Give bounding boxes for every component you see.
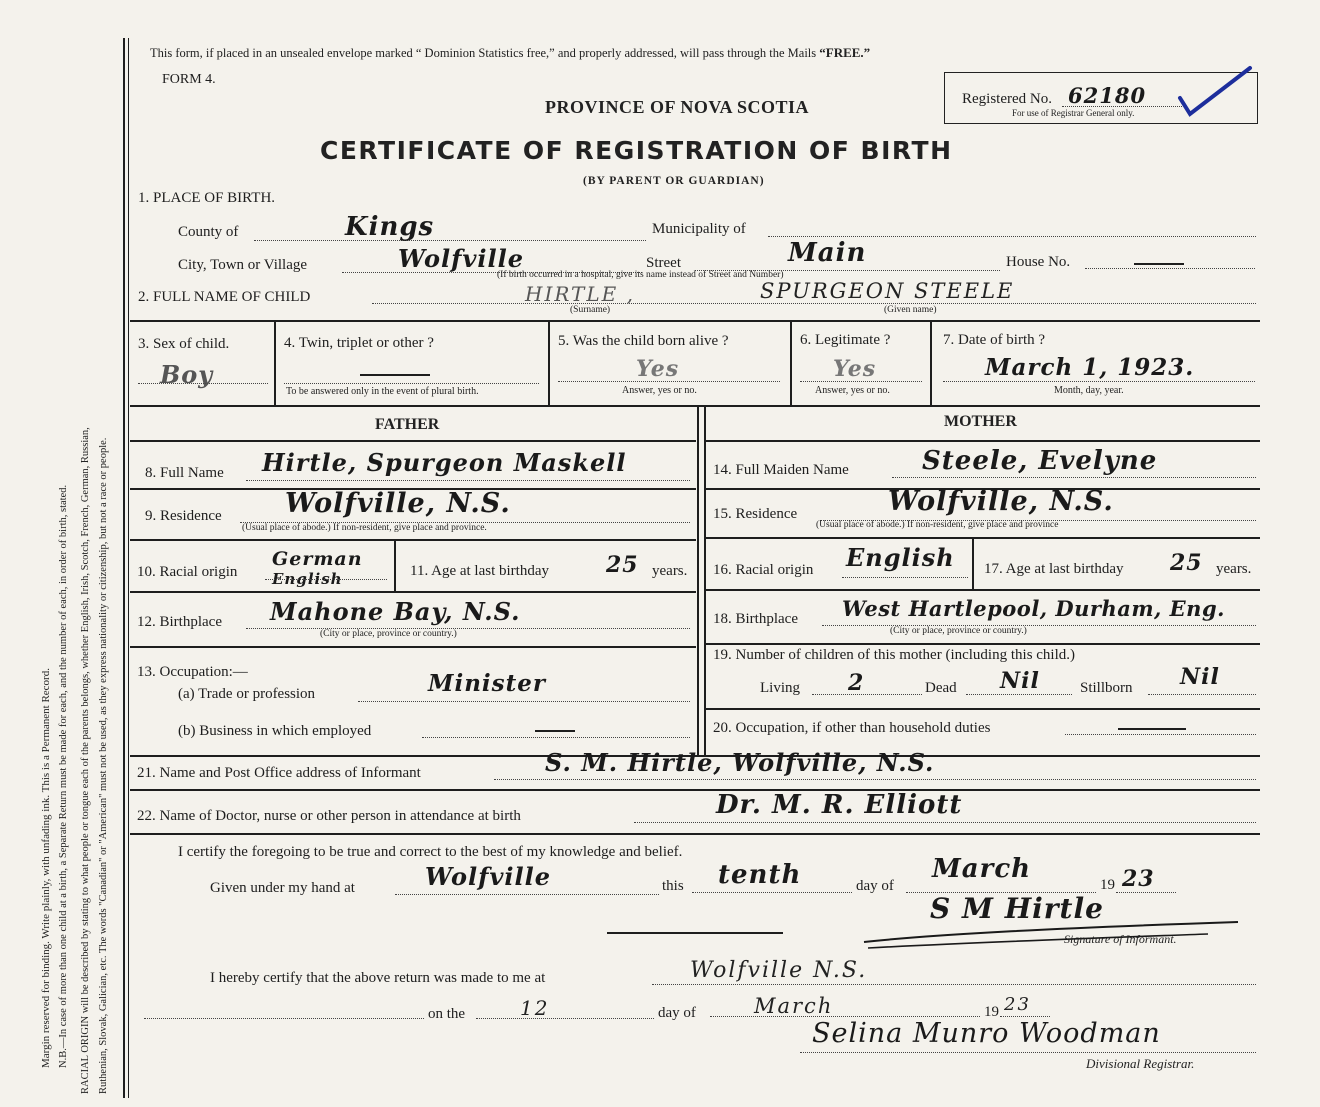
father-age-value: 25 [606, 552, 639, 578]
sex-label: 3. Sex of child. [138, 336, 230, 352]
mother-residence-label: 15. Residence [713, 506, 798, 522]
mother-age-label: 17. Age at last birthday [984, 561, 1124, 577]
mother-birthplace-note: (City or place, province or country.) [890, 626, 1027, 636]
registrar-signature: Selina Munro Woodman [812, 1018, 1161, 1049]
street-value: Main [788, 238, 867, 268]
mother-name-label: 14. Full Maiden Name [713, 462, 849, 478]
registered-number: 62180 [1068, 83, 1147, 108]
margin-rule [123, 38, 125, 1098]
registrar-lead-line [144, 1018, 424, 1019]
father-occupation-label: 13. Occupation:— [137, 664, 248, 680]
father-residence-value: Wolfville, N.S. [285, 488, 511, 519]
mother-occupation-line [1065, 734, 1256, 735]
registrar-use-note: For use of Registrar General only. [1012, 108, 1135, 118]
dob-label: 7. Date of birth ? [943, 332, 1046, 348]
check-mark-icon [1176, 62, 1256, 122]
father-race-value-2: English [272, 570, 343, 588]
certify-year-value: 23 [1122, 866, 1155, 892]
alive-value: Yes [636, 356, 680, 382]
registrar-month-value: March [754, 994, 834, 1018]
twin-line [284, 383, 539, 384]
mother-name-line [892, 477, 1256, 478]
stillborn-line [1148, 694, 1256, 695]
on-the-label: on the [428, 1006, 466, 1022]
sex-value: Boy [160, 360, 214, 389]
twin-label: 4. Twin, triplet or other ? [284, 335, 434, 351]
child-surname: HIRTLE , [525, 282, 635, 306]
margin-note-racial-origin: RACIAL ORIGIN will be described by stating to what people or tongue each of the parents belongs, whether English, Irish, Scotch, French, German, Russian, [80, 427, 91, 1094]
informant-signature-caption: Signature of Informant. [1064, 932, 1177, 946]
registrar-day-value: 12 [520, 996, 550, 1020]
father-rule [130, 440, 696, 442]
alive-line [558, 381, 780, 382]
mother-occupation-label: 20. Occupation, if other than household duties [713, 720, 991, 736]
business-line [422, 737, 690, 738]
twin-dash [360, 374, 430, 376]
business-label: (b) Business in which employed [178, 723, 372, 739]
mother-occupation-dash [1118, 728, 1186, 730]
father-name-value: Hirtle, Spurgeon Maskell [262, 448, 627, 477]
father-race-label: 10. Racial origin [137, 564, 238, 580]
dob-caption: Month, day, year. [1054, 385, 1124, 396]
certificate-subtitle: (BY PARENT OR GUARDIAN) [583, 175, 765, 187]
year-prefix: 19 [1100, 877, 1115, 893]
doctor-label: 22. Name of Doctor, nurse or other person in attendance at birth [137, 808, 521, 824]
living-value: 2 [848, 670, 865, 696]
informant-label: 21. Name and Post Office address of Informant [137, 765, 421, 781]
registrar-year-prefix: 19 [984, 1004, 999, 1020]
father-row-rule [130, 591, 696, 593]
given-under-hand-label: Given under my hand at [210, 880, 355, 896]
father-birthplace-value: Mahone Bay, N.S. [270, 597, 521, 626]
doctor-value: Dr. M. R. Elliott [716, 790, 963, 820]
city-value: Wolfville [398, 244, 525, 273]
column-divider-2 [704, 405, 706, 755]
street-label: Street [646, 255, 681, 271]
given-caption: (Given name) [884, 305, 937, 315]
day-line [692, 892, 852, 893]
signature-flourish-icon [858, 912, 1258, 952]
registrar-certify-text: I hereby certify that the above return was made to me at [210, 970, 546, 986]
registrar-place-line [652, 984, 1256, 985]
legitimate-caption: Answer, yes or no. [815, 385, 890, 396]
cell-divider [274, 322, 276, 405]
mother-rule [706, 440, 1260, 442]
stillborn-value: Nil [1180, 664, 1220, 690]
cell-divider [972, 537, 974, 589]
municipality-label: Municipality of [652, 221, 746, 237]
stillborn-label: Stillborn [1080, 680, 1133, 696]
mother-residence-note: (Usual place of abode.) If non-resident, give place and province [816, 520, 1059, 530]
trade-value: Minister [428, 670, 546, 697]
registrar-year-line [1000, 1016, 1050, 1017]
legitimate-value: Yes [833, 356, 877, 382]
business-dash [535, 730, 575, 732]
hospital-note: (If birth occurred in a hospital, give its name instead of Street and Number) [497, 270, 784, 280]
margin-note-multiple-birth: N.B.—In case of more than one child at a birth, a Separate Return must be made for each, and the number of each, in order of birth, stated. [58, 484, 69, 1068]
doctor-line [634, 822, 1256, 823]
house-line [1085, 268, 1255, 269]
mother-row-rule [706, 537, 1260, 539]
father-name-label: 8. Full Name [145, 465, 224, 481]
certificate-title: CERTIFICATE OF REGISTRATION OF BIRTH [320, 136, 953, 165]
father-birthplace-line [246, 628, 690, 629]
informant-value: S. M. Hirtle, Wolfville, N.S. [545, 748, 935, 777]
mother-row-rule [706, 708, 1260, 710]
certify-text: I certify the foregoing to be true and correct to the best of my knowledge and belief. [178, 844, 683, 860]
province-heading: PROVINCE OF NOVA SCOTIA [545, 97, 810, 117]
father-row-rule [130, 539, 696, 541]
mother-birthplace-line [822, 625, 1256, 626]
place-heading: 1. PLACE OF BIRTH. [138, 190, 276, 206]
father-birthplace-note: (City or place, province or country.) [320, 629, 457, 639]
municipality-line [768, 236, 1256, 237]
this-label: this [662, 878, 684, 894]
father-residence-label: 9. Residence [145, 508, 222, 524]
father-race-value: German [272, 548, 363, 570]
cell-divider [930, 322, 932, 405]
children-count-label: 19. Number of children of this mother (including this child.) [713, 647, 1076, 663]
cell-divider [790, 322, 792, 405]
certify-day-value: tenth [718, 860, 802, 890]
registered-label: Registered No. [962, 91, 1052, 107]
mother-row-rule [706, 589, 1260, 591]
dob-value: March 1, 1923. [985, 354, 1195, 381]
witness-line [607, 932, 783, 934]
legitimate-line [800, 381, 922, 382]
father-race-line [265, 579, 387, 580]
mother-heading: MOTHER [944, 413, 1017, 430]
mother-name-value: Steele, Evelyne [922, 446, 1158, 476]
row-rule-bottom [130, 405, 1260, 407]
dob-line [943, 381, 1255, 382]
surname-caption: (Surname) [570, 305, 611, 315]
given-place-line [395, 894, 659, 895]
row-rule-top [130, 320, 1260, 322]
margin-note-racial-origin-2: Ruthenian, Slovak, Galician, etc. The words "Canadian" or "American" must not be used, as they express nationality or citizenship, but not a race or people. [98, 437, 109, 1094]
mail-notice-text: This form, if placed in an unsealed envelope marked “ Dominion Statistics free,” and properly addressed, will pass through the Mails [150, 46, 817, 60]
mother-race-label: 16. Racial origin [713, 562, 814, 578]
father-birthplace-label: 12. Birthplace [137, 614, 222, 630]
father-residence-note: (Usual place of abode.) If non-resident, give place and province. [242, 523, 487, 533]
house-dash [1134, 263, 1184, 265]
dead-line [966, 694, 1072, 695]
trade-label: (a) Trade or profession [178, 686, 316, 702]
column-divider [697, 405, 699, 755]
child-given-name: SPURGEON STEELE [760, 279, 1015, 303]
mother-race-line [842, 577, 968, 578]
trade-line [358, 701, 690, 702]
living-line [812, 694, 922, 695]
mother-residence-value: Wolfville, N.S. [888, 486, 1114, 517]
section-rule [130, 789, 1260, 791]
certify-month-value: March [932, 854, 1032, 884]
mother-race-value: English [846, 543, 955, 572]
mother-birthplace-label: 18. Birthplace [713, 611, 798, 627]
mother-age-value: 25 [1170, 550, 1203, 576]
registrar-day-line [476, 1018, 654, 1019]
city-label: City, Town or Village [178, 257, 308, 273]
form-number: FORM 4. [162, 72, 216, 87]
margin-rule-inner [128, 38, 129, 1098]
cell-divider [548, 322, 550, 405]
margin-note-binding: Margin reserved for binding. Write plainly, with unfading ink. This is a Permanent Record. [40, 668, 52, 1068]
house-label: House No. [1006, 254, 1071, 270]
child-name-label: 2. FULL NAME OF CHILD [138, 289, 311, 305]
registrar-signature-line [800, 1052, 1256, 1053]
mother-row-rule [706, 643, 1260, 645]
twin-note: To be answered only in the event of plural birth. [286, 386, 479, 397]
year-line [1116, 892, 1176, 893]
registrar-year-value: 23 [1004, 994, 1031, 1015]
mother-years: years. [1216, 561, 1252, 577]
father-heading: FATHER [375, 416, 440, 433]
dead-label: Dead [925, 680, 957, 696]
county-line [254, 240, 646, 241]
registrar-dayof-label: day of [658, 1005, 696, 1021]
cell-divider [394, 539, 396, 591]
mail-notice-free: “FREE.” [819, 45, 871, 60]
alive-caption: Answer, yes or no. [622, 385, 697, 396]
legitimate-label: 6. Legitimate ? [800, 332, 891, 348]
child-name-line [372, 303, 1256, 304]
father-name-line [246, 480, 690, 481]
informant-line [494, 779, 1256, 780]
dead-value: Nil [1000, 668, 1040, 694]
dayof-label: day of [856, 878, 894, 894]
county-label: County of [178, 224, 239, 240]
given-place-value: Wolfville [425, 862, 552, 891]
mother-birthplace-value: West Hartlepool, Durham, Eng. [842, 596, 1225, 621]
registrar-month-line [710, 1016, 980, 1017]
county-value: Kings [345, 212, 435, 242]
father-row-rule [130, 646, 696, 648]
registered-line [1062, 106, 1182, 107]
father-age-label: 11. Age at last birthday [410, 563, 549, 579]
registrar-place-value: Wolfville N.S. [690, 958, 868, 983]
living-label: Living [760, 680, 800, 696]
mail-notice [150, 45, 870, 61]
informant-signature: S M Hirtle [930, 892, 1104, 925]
section-rule [130, 833, 1260, 835]
father-years: years. [652, 563, 688, 579]
alive-label: 5. Was the child born alive ? [558, 333, 729, 349]
registrar-caption: Divisional Registrar. [1086, 1056, 1195, 1071]
sex-line [138, 383, 268, 384]
